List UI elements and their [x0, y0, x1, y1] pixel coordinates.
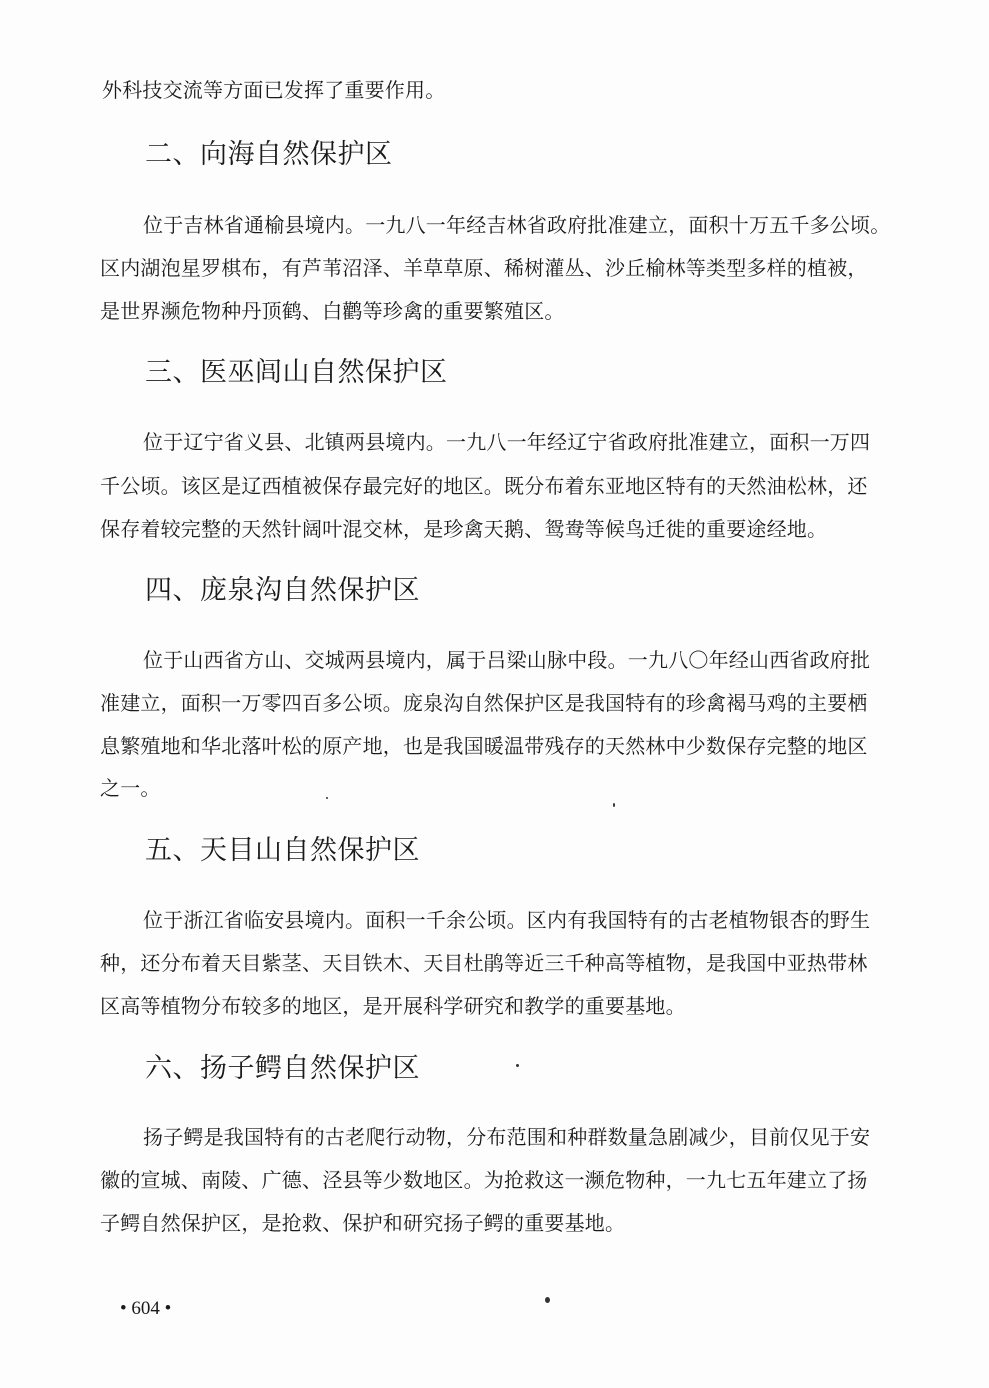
section-heading-yangzie: 六、扬子鳄自然保护区 — [145, 1053, 420, 1084]
section-yangzie-line-2: 徽的宣城、南陵、广德、泾县等少数地区。为抢救这一濒危物种，一九七五年建立了扬 — [100, 1168, 868, 1192]
page-number: • 604 • — [120, 1298, 172, 1319]
section-heading-pangquangou: 四、庞泉沟自然保护区 — [145, 575, 420, 606]
section-pangquangou-line-3: 息繁殖地和华北落叶松的原产地，也是我国暖温带残存的天然林中少数保存完整的地区 — [100, 734, 868, 758]
section-tianmushan-line-2: 种，还分布着天目紫茎、天目铁木、天目杜鹃等近三千种高等植物，是我国中亚热带林 — [100, 951, 868, 975]
section-heading-tianmushan: 五、天目山自然保护区 — [145, 835, 420, 866]
section-pangquangou-line-1: 位于山西省方山、交城两县境内，属于吕梁山脉中段。一九八〇年经山西省政府批 — [143, 648, 871, 672]
scan-speck — [545, 1297, 550, 1303]
section-tianmushan-line-3: 区高等植物分布较多的地区，是开展科学研究和教学的重要基地。 — [100, 994, 686, 1018]
section-yangzie-line-1: 扬子鳄是我国特有的古老爬行动物，分布范围和种群数量急剧减少，目前仅见于安 — [143, 1125, 871, 1149]
section-tianmushan-line-1: 位于浙江省临安县境内。面积一千余公顷。区内有我国特有的古老植物银杏的野生 — [143, 908, 871, 932]
scan-speck — [613, 803, 615, 807]
intro-line: 外科技交流等方面已发挥了重要作用。 — [102, 78, 446, 102]
section-yiwulu-line-1: 位于辽宁省义县、北镇两县境内。一九八一年经辽宁省政府批准建立，面积一万四 — [143, 430, 871, 454]
section-xianghai-line-1: 位于吉林省通榆县境内。一九八一年经吉林省政府批准建立，面积十万五千多公顷。 — [143, 213, 891, 237]
scan-speck — [326, 797, 328, 799]
section-pangquangou-line-2: 准建立，面积一万零四百多公顷。庞泉沟自然保护区是我国特有的珍禽褐马鸡的主要栖 — [100, 691, 868, 715]
section-heading-yiwulu: 三、医巫闾山自然保护区 — [145, 357, 448, 388]
section-xianghai-line-2: 区内湖泡星罗棋布，有芦苇沼泽、羊草草原、稀树灌丛、沙丘榆林等类型多样的植被， — [100, 256, 868, 280]
section-yiwulu-line-3: 保存着较完整的天然针阔叶混交林，是珍禽天鹅、鸳鸯等候鸟迁徙的重要途经地。 — [100, 517, 828, 541]
section-xianghai-line-3: 是世界濒危物种丹顶鹤、白鹳等珍禽的重要繁殖区。 — [100, 299, 565, 323]
section-yangzie-line-3: 子鳄自然保护区，是抢救、保护和研究扬子鳄的重要基地。 — [100, 1211, 626, 1235]
scan-speck — [516, 1064, 519, 1067]
section-yiwulu-line-2: 千公顷。该区是辽西植被保存最完好的地区。既分布着东亚地区特有的天然油松林，还 — [100, 474, 868, 498]
section-heading-xianghai: 二、向海自然保护区 — [145, 139, 393, 170]
section-pangquangou-line-4: 之一。 — [100, 776, 161, 800]
